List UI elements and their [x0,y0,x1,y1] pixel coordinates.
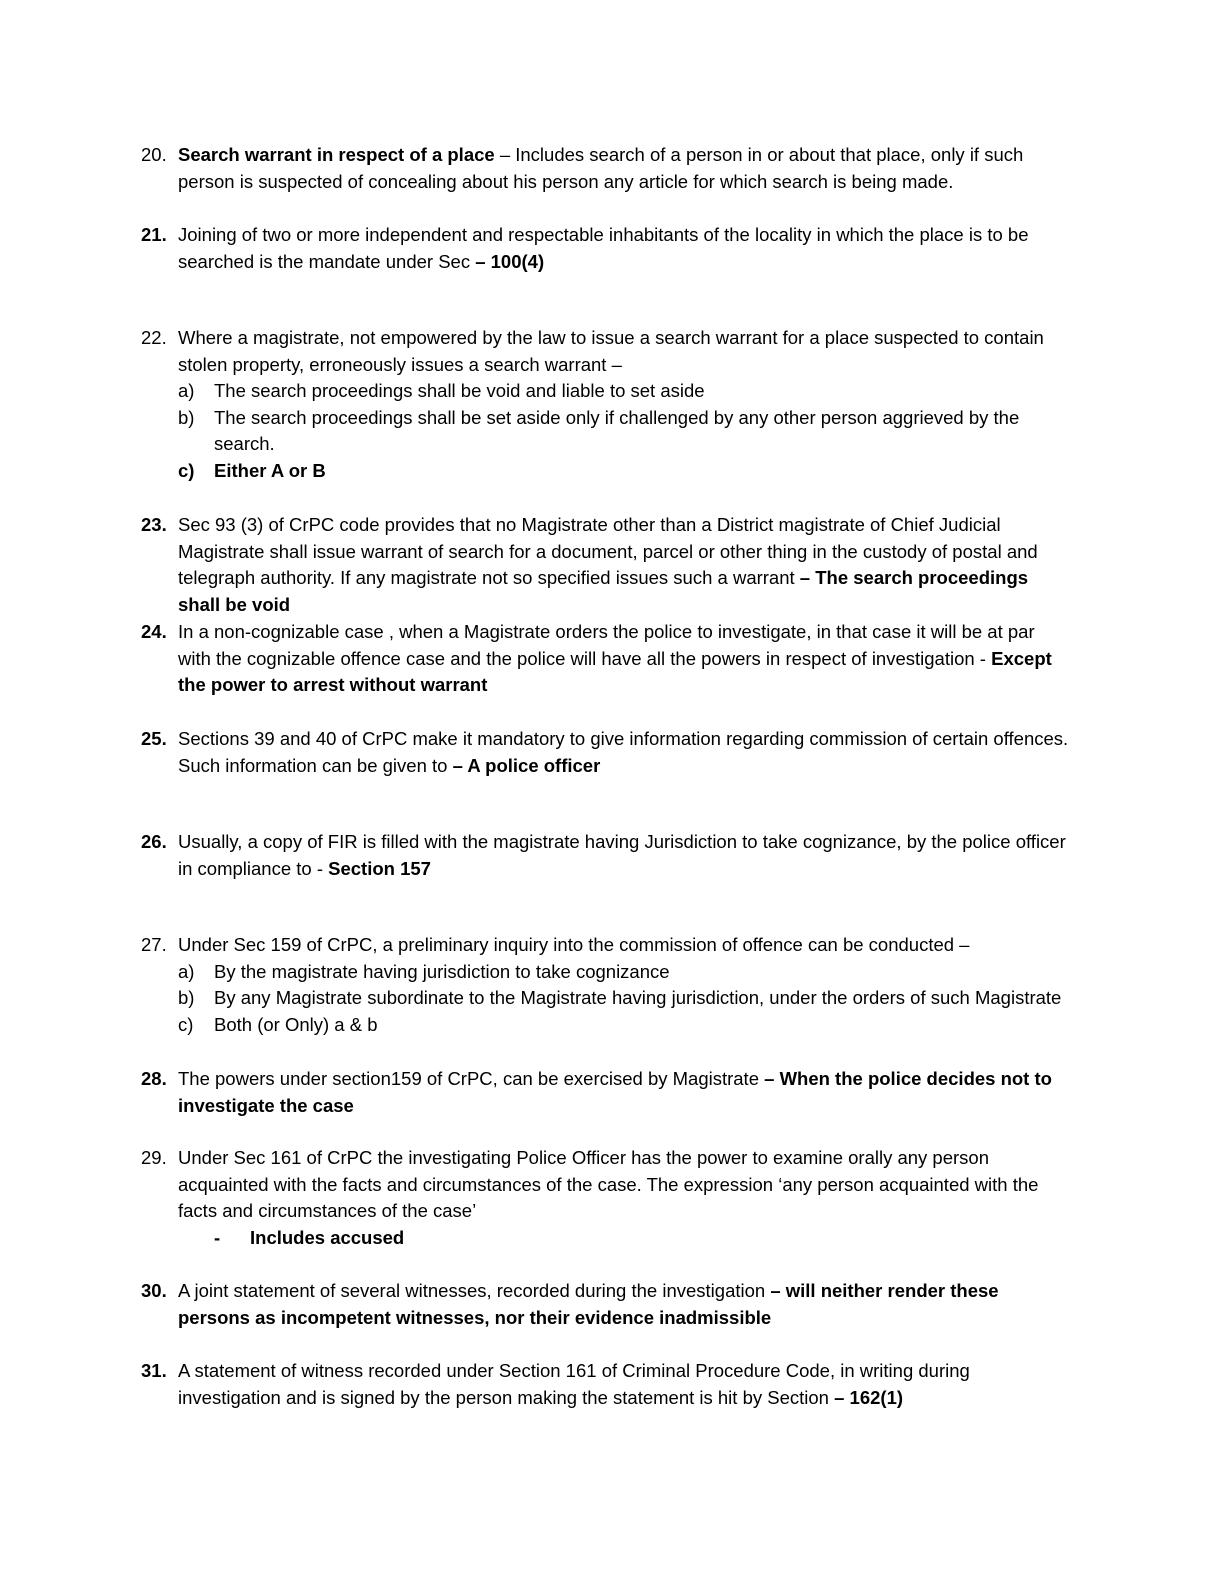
question-number: 22. [141,327,167,348]
answer: Except the power to arrest without warrant [178,647,1052,695]
question-body: In a non-cognizable case , when a Magistrate orders the police to investigate, in that case it will be at par with the cognizable offence case and the police will have all the powers in respect of investigation - [178,621,1035,669]
option-label: b) [178,406,195,428]
answer: – will neither render these persons as incompetent witnesses, nor their evidence inadmissible [178,1280,999,1328]
question-number: 28. [141,1068,167,1089]
question-29 [141,1145,1071,1251]
question-26 [141,829,1071,882]
question-number: 23. [141,514,167,535]
question-text [178,619,1071,699]
question-number: 24. [141,621,167,642]
question-number: 29. [141,1147,167,1168]
question-number: 25. [141,728,167,749]
option-text: By the magistrate having jurisdiction to take cognizance [214,960,670,982]
question-number: 30. [141,1280,167,1301]
question-text [178,222,1071,275]
question-number: 21. [141,224,167,245]
option-label: b) [178,987,195,1008]
question-27 [141,932,1071,1038]
option-text: Both (or Only) a & b [214,1013,378,1035]
question-body: – Includes search of a person in or about that place, only if such person is suspected of concealing about his person any article for which search is being made. [178,144,1024,192]
question-text [178,1066,1071,1119]
question-body: The powers under section159 of CrPC, can be exercised by Magistrate [178,1068,765,1089]
option-c [178,1012,1071,1039]
question-text [178,512,1071,618]
option-text: The search proceedings shall be void and liable to set aside [214,380,705,401]
question-24 [141,619,1071,699]
question-30 [141,1278,1071,1331]
question-number: 31. [141,1360,167,1381]
question-body: A joint statement of several witnesses, recorded during the investigation [178,1280,771,1301]
question-body: Joining of two or more independent and respectable inhabitants of the locality in which the place is to be searched is the mandate under Sec [178,224,1029,272]
question-21 [141,222,1071,275]
question-text [178,829,1071,882]
option-text: By any Magistrate subordinate to the Magistrate having jurisdiction, under the orders of such Magistrate [214,987,1062,1008]
question-body: Sections 39 and 40 of CrPC make it mandatory to give information regarding commission of certain offences. Such information can be given to [178,728,1069,776]
option-text: Either A or B [214,459,326,481]
answer: Includes accused [250,1226,405,1248]
answer: Section 157 [328,857,431,879]
option-text: The search proceedings shall be set aside only if challenged by any other person aggrieved by the search. [214,406,1020,454]
option-label: c) [178,1013,194,1035]
option-b [178,985,1071,1012]
question-number: 20. [141,144,167,165]
question-body: Sec 93 (3) of CrPC code provides that no Magistrate other than a District magistrate of Chief Judicial Magistrate shall issue warrant of search for a document, parcel or other thing in the custody of postal and telegraph authority. If any magistrate not so specified issues such a warrant [178,514,1038,588]
option-a [178,378,1071,405]
answer: – The search proceedings shall be void [178,567,1029,615]
option-label: a) [178,380,195,401]
question-number: 26. [141,831,167,852]
option-label: c) [178,459,195,481]
answer: – A police officer [452,754,601,776]
question-28 [141,1066,1071,1119]
option-a [178,959,1071,986]
question-22 [141,325,1071,484]
option-b [178,405,1071,458]
question-lead: Search warrant in respect of a place [178,144,495,165]
option-label: a) [178,960,195,982]
question-23 [141,512,1071,618]
bullet-dash: - [214,1226,221,1248]
question-number: 27. [141,934,167,955]
question-20 [141,142,1071,195]
question-31 [141,1358,1071,1411]
option-c-answer [178,458,1071,485]
answer-bullet [178,1225,1071,1252]
question-25 [141,726,1071,779]
question-text [178,726,1071,779]
question-text: Under Sec 159 of CrPC, a preliminary inquiry into the commission of offence can be conducted – [178,934,970,955]
answer: – 162(1) [834,1386,904,1408]
answer: – When the police decides not to investigate the case [178,1068,1052,1116]
question-text [178,142,1071,195]
question-body: A statement of witness recorded under Section 161 of Criminal Procedure Code, in writing during investigation and is signed by the person making the statement is hit by Section [178,1360,970,1408]
question-text [178,1358,1071,1411]
question-text: Under Sec 161 of CrPC the investigating Police Officer has the power to examine orally any person acquainted with the facts and circumstances of the case. The expression ‘any person acquainted with the facts and circumstances of the case’ [178,1147,1039,1221]
question-body: Usually, a copy of FIR is filled with the magistrate having Jurisdiction to take cognizance, by the police officer in compliance to - [178,831,1066,879]
question-text [178,1278,1071,1331]
question-text: Where a magistrate, not empowered by the law to issue a search warrant for a place suspected to contain stolen property, erroneously issues a search warrant – [178,327,1044,375]
answer: – 100(4) [475,250,545,272]
